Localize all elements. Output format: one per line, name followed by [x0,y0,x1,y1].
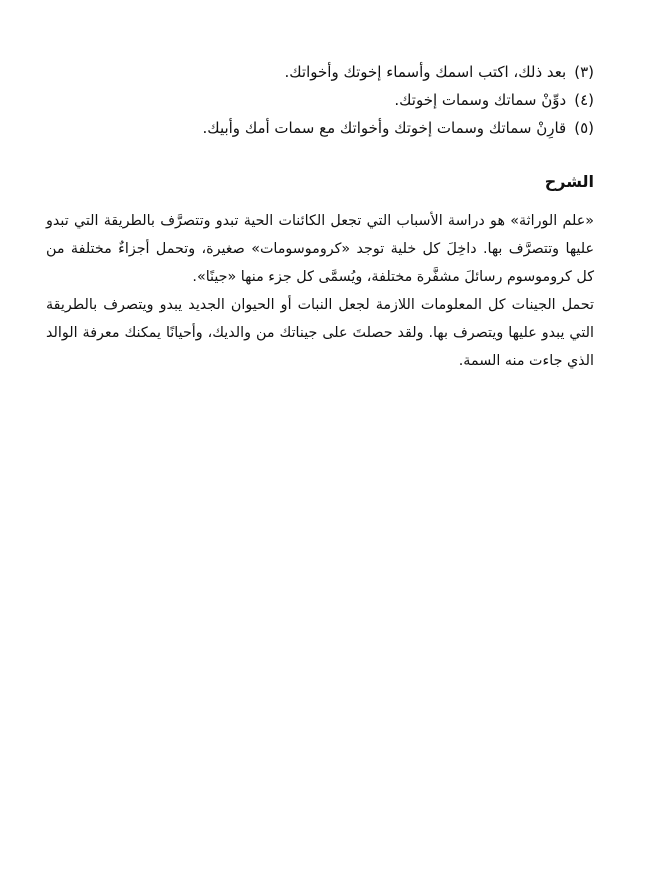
explanation-paragraph: تحمل الجينات كل المعلومات اللازمة لجعل النبات أو الحيوان الجديد يبدو ويتصرف بالطريقة التي يبدو عليها ويتصرف بها. ولقد حصلتَ على جيناتك من والديك، وأحيانًا يمكنك معرفة الوالد الذي جاءت منه السمة. [46,297,594,369]
step-text: دوِّنْ سماتك وسمات إخوتك. [394,91,567,109]
steps-list [34,58,594,142]
step-item [34,86,594,114]
section-title: الشرح [544,172,594,191]
step-number: (٥) [574,119,594,137]
step-number: (٣) [574,63,594,81]
step-item [34,58,594,86]
step-number: (٤) [574,91,594,109]
step-text: قارِنْ سماتك وسمات إخوتك وأخواتك مع سمات أمك وأبيك. [202,119,567,137]
step-item [34,114,594,142]
explanation-paragraph: «علم الوراثة» هو دراسة الأسباب التي تجعل الكائنات الحية تبدو وتتصرَّف بالطريقة التي تبدو عليها وتتصرَّف بها. داخِلَ كل خلية توجد «كروموسومات» صغيرة، وتحمل أجزاءٌ مختلفة من كل كروموسوم رسائلَ مشفَّرة مختلفة، ويُسمَّى كل جزء منها «جينًا». [46,213,594,285]
explanation-body [46,207,594,375]
step-text: بعد ذلك، اكتب اسمك وأسماء إخوتك وأخواتك. [284,63,567,81]
